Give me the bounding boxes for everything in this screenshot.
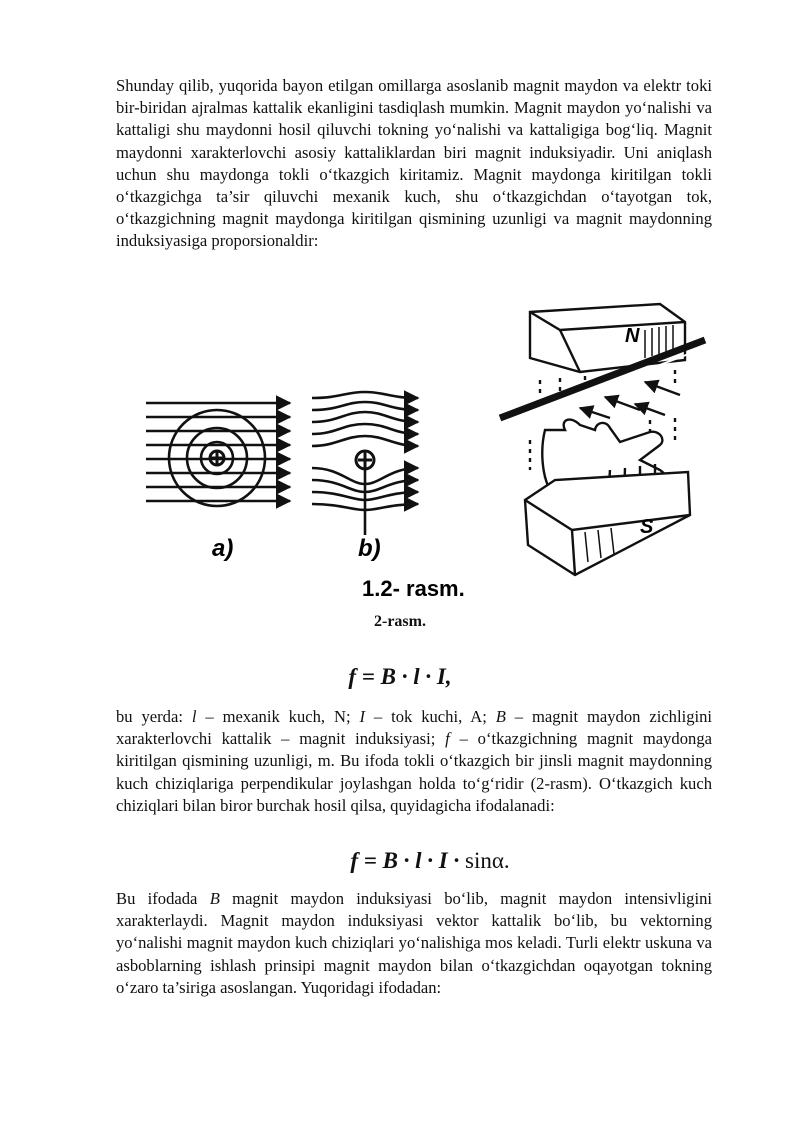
formula-main: f = B · l · I · [350,848,466,873]
magnet-hand-diagram [500,304,707,575]
text-run: – magnit maydon zichligini xarakterlovchi kattalik – magnit induksiyasi; [116,707,713,749]
figure-label-b: b) [358,535,381,562]
paragraph-intro: Shunday qilib, yuqorida bayon etilgan omillarga asoslanib magnit maydon va elektr toki bir-biridan ajralmas kattalik ekanligini tasdiqlash mumkin. Magnit maydon yo‘nalishi va kattaligi shu maydonni hosil qiluvchi tokning yo‘nalishi va kattaligiga bog‘liq. Magnit maydonni xarakterlovchi asosiy kattaliklardan biri magnit induksiyadir. Uni aniqlash uchun shu maydonga tokli o‘tkazgich kiritamiz. Magnit maydonga kiritilgan tokli o‘tkazgichga ta’sir qiluvchi mexanik kuch, shu o‘tkazgichdan o‘tayotgan tok, o‘tkazgichning magnit maydonga kiritilgan qismining uzunligi va magnit maydonning induksiyasiga proporsionaldir: [116,76,712,251]
variable-i: I [359,707,365,726]
figure-caption: 2-rasm. [374,613,426,630]
variable-f: f [445,729,450,749]
formula-force: f = B · l · I, [348,664,452,689]
text-run: – tok kuchi, A; [365,707,496,726]
pole-s-label: S [640,516,654,538]
formula-sine: sinα. [465,848,510,873]
variable-b: B [209,889,220,908]
text-run: – o‘tkazgichning magnit maydonga kiritilgan qismining uzunligi, m. Bu ifoda tokli o‘tkazgich bir jinsli magnit maydonning kuch chiziqlariga perpendikular joylashgan holda to‘g‘ridir (2-rasm). O‘tkazgich kuch chiziqlari bilan biror burchak hosil qilsa, quyidagicha ifodalanadi: [116,729,712,815]
panel-a-diagram [146,403,290,506]
paragraph-definitions [116,706,712,817]
formula-force-angle [30,848,800,874]
paragraph-induction [116,888,712,999]
figure-magnetic-field [140,300,720,605]
text-run: magnit maydon induksiyasi bo‘lib, magnit maydon intensivligini xarakterlaydi. Magnit maydon induksiyasi vektor kattalik bo‘lib, bu vektorning yo‘nalishi magnit maydon kuch chiziqlari yo‘nalishiga mos keladi. Turli elektr uskuna va asboblarning ishlash prinsipi magnit maydon bilan o‘tkazgichdan oqayotgan tokning o‘zaro ta’siriga asoslangan. Yuqoridagi ifodadan: [116,889,712,997]
text-run: bu yerda: [116,707,192,726]
pole-n-label: N [625,325,640,347]
figure-inner-caption: 1.2- rasm. [362,576,465,601]
panel-b-diagram [312,392,418,535]
variable-l: l [191,707,197,726]
variable-b: B [495,707,506,726]
text-run: Bu ifodada [116,889,210,908]
figure-label-a: a) [212,535,234,562]
text-run: – mexanik kuch, N; [196,707,360,726]
figure-drawing [140,300,720,605]
